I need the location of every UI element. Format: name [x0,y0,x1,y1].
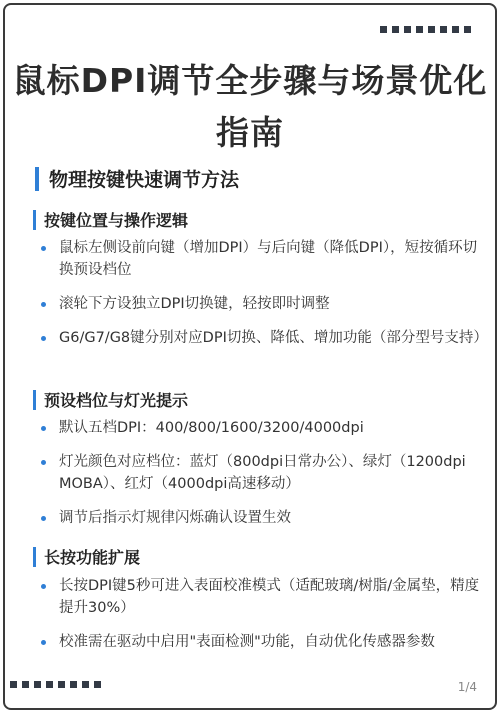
list-item: 灯光颜色对应档位：蓝灯（800dpi日常办公）、绿灯（1200dpi MOBA）、红灯（4000dpi高速移动） [41,451,487,495]
list-item: 长按DPI键5秒可进入表面校准模式（适配玻璃/树脂/金属垫，精度提升30%） [41,575,487,619]
bullet-list-button-logic [41,237,487,349]
list-item: G6/G7/G8键分别对应DPI切换、降低、增加功能（部分型号支持） [41,327,487,349]
list-item: 鼠标左侧设前向键（增加DPI）与后向键（降低DPI），短按循环切换预设档位 [41,237,487,281]
subheading-long-press [33,545,140,568]
list-item: 调节后指示灯规律闪烁确认设置生效 [41,507,487,529]
section-heading-text: 物理按键快速调节方法 [49,169,240,191]
bullet-list-presets-lights [41,417,487,529]
list-item: 校准需在驱动中启用"表面检测"功能，自动优化传感器参数 [41,631,487,653]
section-heading [35,165,239,192]
subheading-presets-lights [33,388,188,411]
document-card [3,3,497,710]
list-item: 滚轮下方设独立DPI切换键，轻按即时调整 [41,293,487,315]
page-number: 1/4 [457,680,477,694]
subheading-button-logic [33,208,188,231]
list-item: 默认五档DPI：400/800/1600/3200/4000dpi [41,417,487,439]
section-accent-bar [35,167,39,191]
subheading-text: 预设档位与灯光提示 [44,391,189,410]
subheading-text: 按键位置与操作逻辑 [44,211,189,230]
bottom-dash-decoration [10,681,101,688]
page-title: 鼠标DPI调节全步骤与场景优化指南 [12,61,488,152]
subheading-accent-bar [33,390,36,410]
bullet-list-long-press [41,575,487,653]
subheading-accent-bar [33,547,36,567]
subheading-text: 长按功能扩展 [44,548,141,567]
top-dash-decoration [380,26,471,33]
subheading-accent-bar [33,210,36,230]
